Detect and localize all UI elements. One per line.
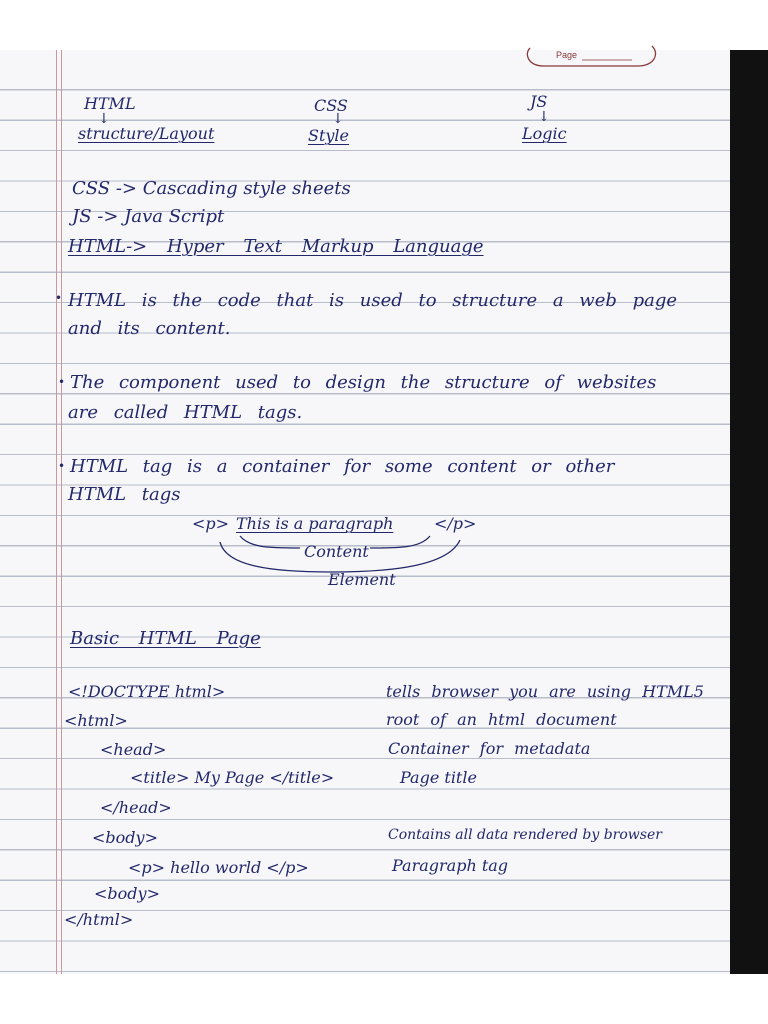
code-note-3: Container for metadata [388,739,591,758]
code-line-1: <!DOCTYPE html> [68,682,226,701]
abbr-js: JS -> Java Script [72,206,225,227]
down-arrow-icon: ↓ [538,109,550,125]
element-label: Element [328,570,396,589]
js-sub-label: Logic [522,124,567,143]
point-3-line-1: HTML tag is a container for some content or other [70,456,615,477]
code-note-6: Contains all data rendered by browser [388,827,662,843]
open-tag: <p> [192,514,230,533]
content-label: Content [304,542,369,561]
abbr-css: CSS -> Cascading style sheets [72,178,351,199]
bullet-icon: • [58,459,66,473]
point-1-line-1: HTML is the code that is used to structure a web page [68,290,678,311]
js-label: JS [530,92,548,111]
html-sub-label: structure/Layout [78,124,215,143]
code-note-4: Page title [400,768,477,787]
bullet-icon: • [58,375,66,389]
code-line-6: <body> [92,828,158,847]
code-line-3: <head> [100,740,167,759]
code-line-4: <title> My Page </title> [130,768,335,787]
page-tag-outline [520,40,660,70]
code-line-7: <p> hello world </p> [128,858,309,877]
html-label: HTML [84,94,136,113]
close-tag: </p> [434,514,477,533]
abbr-html: HTML-> Hyper Text Markup Language [68,236,484,257]
point-3-line-2: HTML tags [68,484,181,505]
code-line-5: </head> [100,798,172,817]
margin-line [56,50,57,974]
page-number-tag [520,40,660,70]
point-2-line-1: The component used to design the structure of websites [70,372,657,393]
bullet-icon: • [55,291,63,305]
basic-html-heading: Basic HTML Page [70,628,261,649]
point-1-line-2: and its content. [68,318,231,339]
page-label: Page [556,50,578,60]
down-arrow-icon: ↓ [332,111,344,127]
css-label: CSS [314,96,348,115]
code-line-2: <html> [64,711,128,730]
margin-line [61,50,62,974]
code-line-9: </html> [64,910,134,929]
notebook-spine [730,50,768,974]
point-2-line-2: are called HTML tags. [68,402,303,423]
content-text: This is a paragraph [236,514,394,533]
down-arrow-icon: ↓ [98,111,110,127]
css-sub-label: Style [308,126,350,145]
code-note-7: Paragraph tag [392,856,509,875]
code-note-2: root of an html document [386,710,617,729]
code-note-1: tells browser you are using HTML5 [386,682,704,701]
code-line-8: <body> [94,884,160,903]
